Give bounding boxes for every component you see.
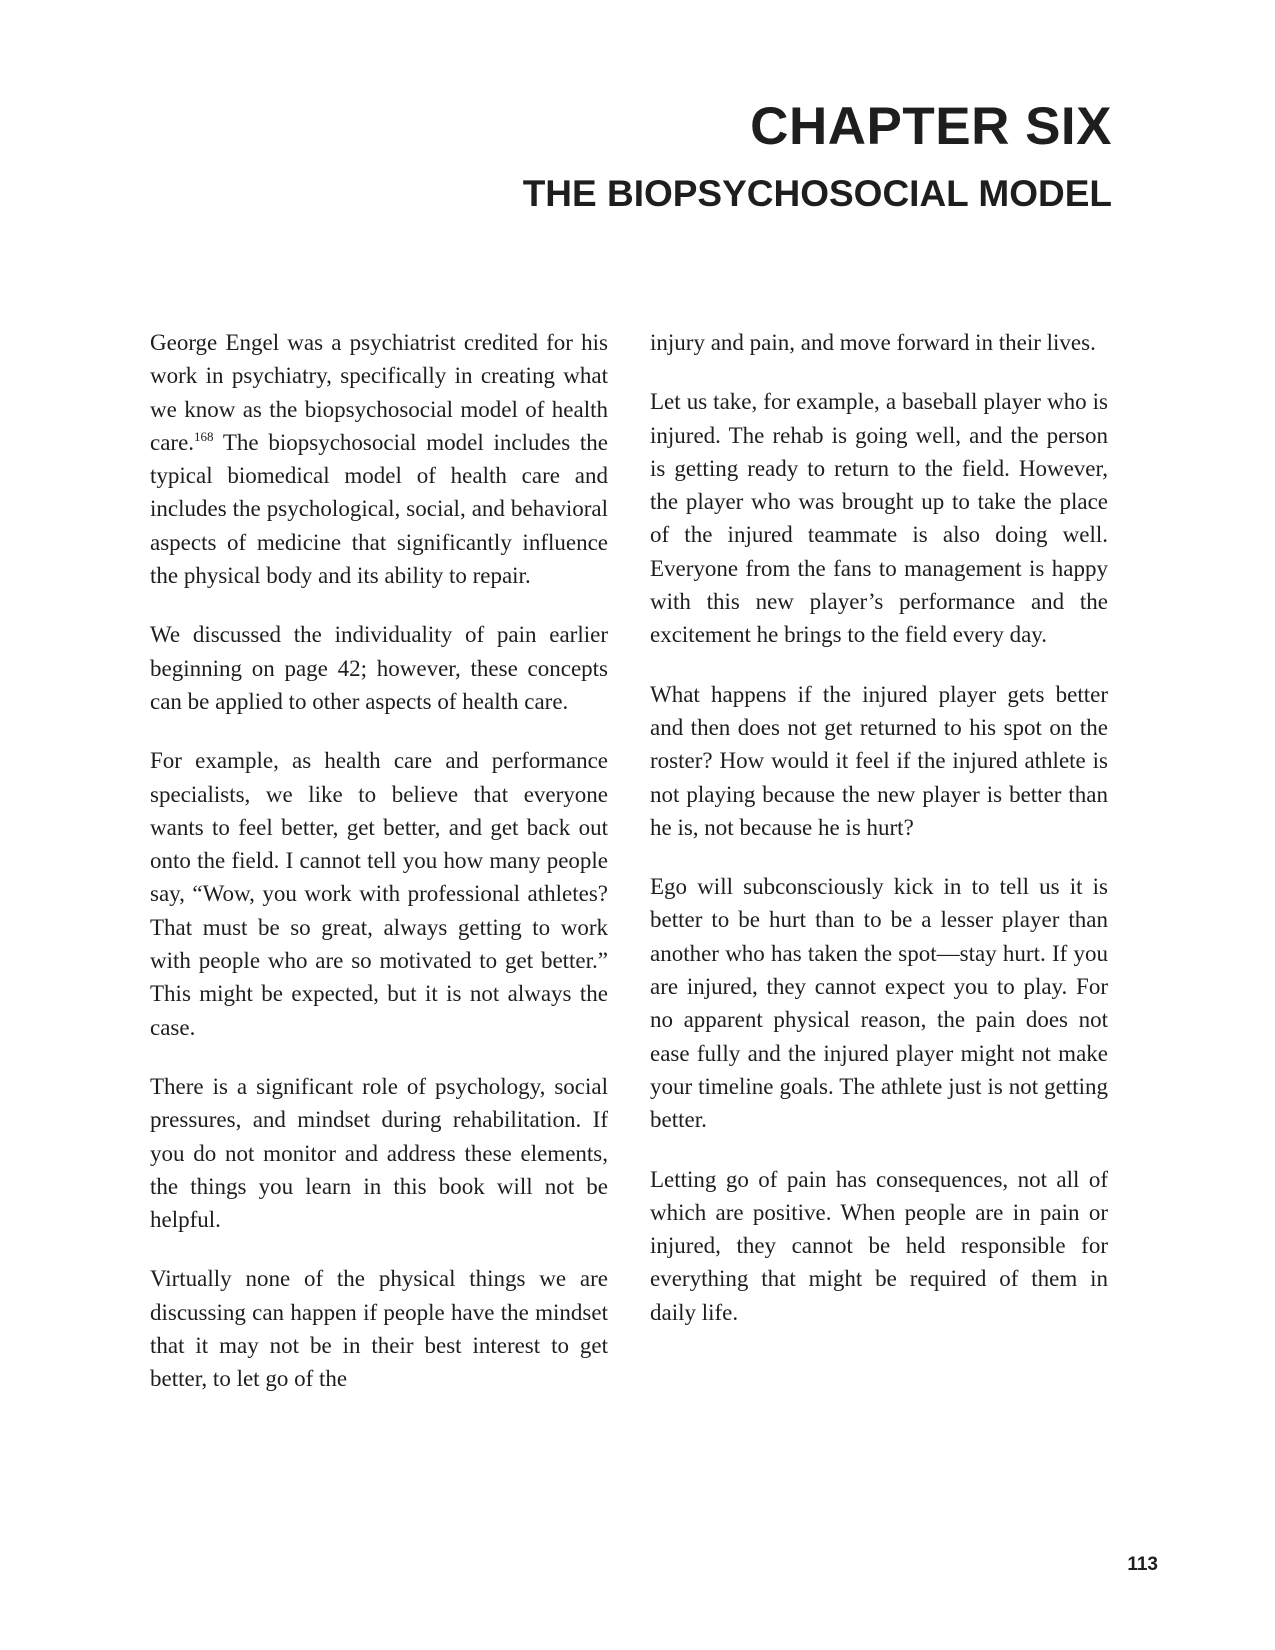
paragraph: Let us take, for example, a baseball player who is injured. The rehab is going well, and the person is getting ready to return to the field. However, the player who was brought up to take the place of the injured teammate is also doing well. Everyone from the fans to management is happy with this new player’s performance and the excitement he brings to the field every day. bbox=[650, 389, 1108, 648]
paragraph: We discussed the individuality of pain earlier beginning on page 42; however, these concepts can be applied to other aspects of health care. bbox=[150, 622, 608, 714]
chapter-title: THE BIOPSYCHOSOCIAL MODEL bbox=[522, 173, 1112, 214]
chapter-number: CHAPTER SIX bbox=[750, 97, 1112, 156]
right-column bbox=[650, 326, 1108, 1355]
paragraph: For example, as health care and performance specialists, we like to believe that everyone wants to feel better, get better, and get back out onto the field. I cannot tell you how many people say, “Wow, you work with professional athletes? That must be so great, always getting to work with people who are so motivated to get better.” This might be expected, but it is not always the case. bbox=[150, 748, 608, 1040]
paragraph: injury and pain, and move forward in their lives. bbox=[650, 330, 1096, 355]
paragraph: What happens if the injured player gets better and then does not get returned to his spot on the roster? How would it feel if the injured athlete is not playing because the new player is better than he is, not because he is hurt? bbox=[650, 681, 1108, 840]
paragraph: Letting go of pain has consequences, not all of which are positive. When people are in pain or injured, they cannot be held responsible for everything that might be required of them in daily life. bbox=[650, 1166, 1108, 1325]
left-column bbox=[150, 326, 608, 1422]
paragraph-text: The biopsychosocial model includes the typical biomedical model of health care and includes the psychological, social, and behavioral aspects of medicine that significantly influence the physical body and its ability to repair. bbox=[150, 429, 608, 589]
footnote-marker: 168 bbox=[194, 428, 214, 444]
paragraph: Virtually none of the physical things we are discussing can happen if people have the mindset that it may not be in their best interest to get better, to let go of the bbox=[150, 1266, 608, 1392]
paragraph-text: George Engel was a psychiatrist credited for his work in psychiatry, specifically in creating what we know as the biopsychosocial model of health care. bbox=[150, 330, 608, 455]
paragraph bbox=[150, 326, 608, 592]
page-number: 113 bbox=[1127, 1554, 1158, 1575]
paragraph: Ego will subconsciously kick in to tell us it is better to be hurt than to be a lesser player than another who has taken the spot—stay hurt. If you are injured, they cannot expect you to play. For no apparent physical reason, the pain does not ease fully and the injured player might not make your timeline goals. The athlete just is not getting better. bbox=[650, 874, 1108, 1133]
paragraph: There is a significant role of psychology, social pressures, and mindset during rehabilitation. If you do not monitor and address these elements, the things you learn in this book will not be helpful. bbox=[150, 1073, 608, 1233]
